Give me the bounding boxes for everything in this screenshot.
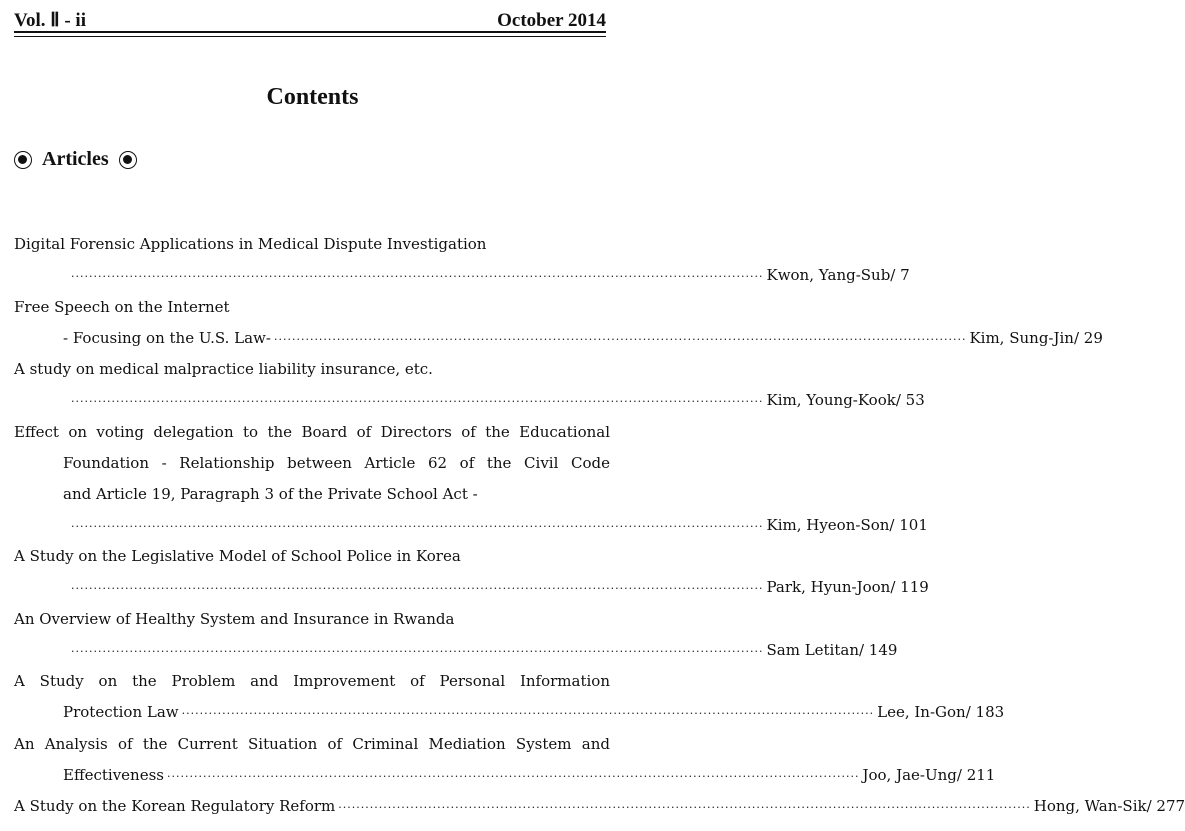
volume-label: Vol. Ⅱ - ii xyxy=(14,10,86,31)
leader-dots: ·························································································································································· xyxy=(338,801,1031,814)
toc-entry-title[interactable]: Digital Forensic Applications in Medical Dispute Investigation xyxy=(14,235,487,253)
toc-entry-subtitle: - Focusing on the U.S. Law- xyxy=(63,329,271,347)
toc-entry-title[interactable]: A Study on the Problem and Improvement of Personal Information xyxy=(14,672,610,690)
toc-entry-author: Sam Letitan/ 149 xyxy=(766,641,898,659)
toc-entry-title-cont: Foundation - Relationship between Article 62 of the Civil Code xyxy=(63,454,610,472)
header-rule-thin xyxy=(14,36,606,37)
bullseye-icon xyxy=(14,151,32,169)
toc-entry-author-line[interactable] xyxy=(68,638,898,662)
toc-entry-author-line[interactable] xyxy=(68,263,910,287)
leader-dots: ·························································································································································· xyxy=(181,707,875,720)
toc-entry-author: Kwon, Yang-Sub/ 7 xyxy=(766,266,910,284)
toc-entry-title[interactable] xyxy=(14,794,1185,818)
toc-entry-author: Kim, Sung-Jin/ 29 xyxy=(969,329,1103,347)
leader-dots: ·························································································································································· xyxy=(71,270,764,283)
toc-entry-author: Kim, Young-Kook/ 53 xyxy=(766,391,925,409)
toc-entry-author-line[interactable] xyxy=(68,388,925,412)
leader-dots: ·························································································································································· xyxy=(273,333,967,346)
toc-entry-author: Lee, In-Gon/ 183 xyxy=(877,703,1005,721)
leader-dots: ·························································································································································· xyxy=(167,770,860,783)
toc-entry-title[interactable]: A study on medical malpractice liability insurance, etc. xyxy=(14,360,433,378)
toc-entry-title[interactable]: A Study on the Legislative Model of School Police in Korea xyxy=(14,547,461,565)
page-title: Contents xyxy=(266,84,359,110)
toc-entry-author-line[interactable] xyxy=(68,575,929,599)
toc-entry-author-line[interactable] xyxy=(68,513,928,537)
toc-entry-title[interactable]: An Overview of Healthy System and Insurance in Rwanda xyxy=(14,610,455,628)
toc-entry-author: Park, Hyun-Joon/ 119 xyxy=(766,578,929,596)
toc-entry-title-cont: and Article 19, Paragraph 3 of the Private School Act - xyxy=(63,485,478,503)
leader-dots: ·························································································································································· xyxy=(71,520,764,533)
toc-entry-subtitle: Effectiveness xyxy=(63,766,164,784)
running-header xyxy=(14,4,606,32)
toc-entry-author: Joo, Jae-Ung/ 211 xyxy=(862,766,996,784)
toc-entry-title-text: A Study on the Korean Regulatory Reform xyxy=(14,797,336,815)
toc-entry-author-line[interactable] xyxy=(63,700,1005,724)
issue-date: October 2014 xyxy=(497,10,606,31)
section-label: Articles xyxy=(42,148,109,170)
bullseye-icon xyxy=(119,151,137,169)
toc-entry-author: Hong, Wan-Sik/ 277 xyxy=(1033,797,1185,815)
toc-entry-subtitle: Protection Law xyxy=(63,703,179,721)
toc-entry-title[interactable]: An Analysis of the Current Situation of Criminal Mediation System and xyxy=(14,735,610,753)
toc-entry-author: Kim, Hyeon-Son/ 101 xyxy=(766,516,928,534)
toc-entry-title[interactable]: Free Speech on the Internet xyxy=(14,298,230,316)
header-rule xyxy=(14,31,606,33)
leader-dots: ·························································································································································· xyxy=(71,582,764,595)
toc-entry-author-line[interactable] xyxy=(63,763,996,787)
leader-dots: ·························································································································································· xyxy=(71,395,764,408)
toc-entry-author-line[interactable] xyxy=(63,326,1103,350)
section-heading xyxy=(14,148,137,171)
toc-entry-title[interactable]: Effect on voting delegation to the Board of Directors of the Educational xyxy=(14,423,610,441)
leader-dots: ·························································································································································· xyxy=(71,645,764,658)
